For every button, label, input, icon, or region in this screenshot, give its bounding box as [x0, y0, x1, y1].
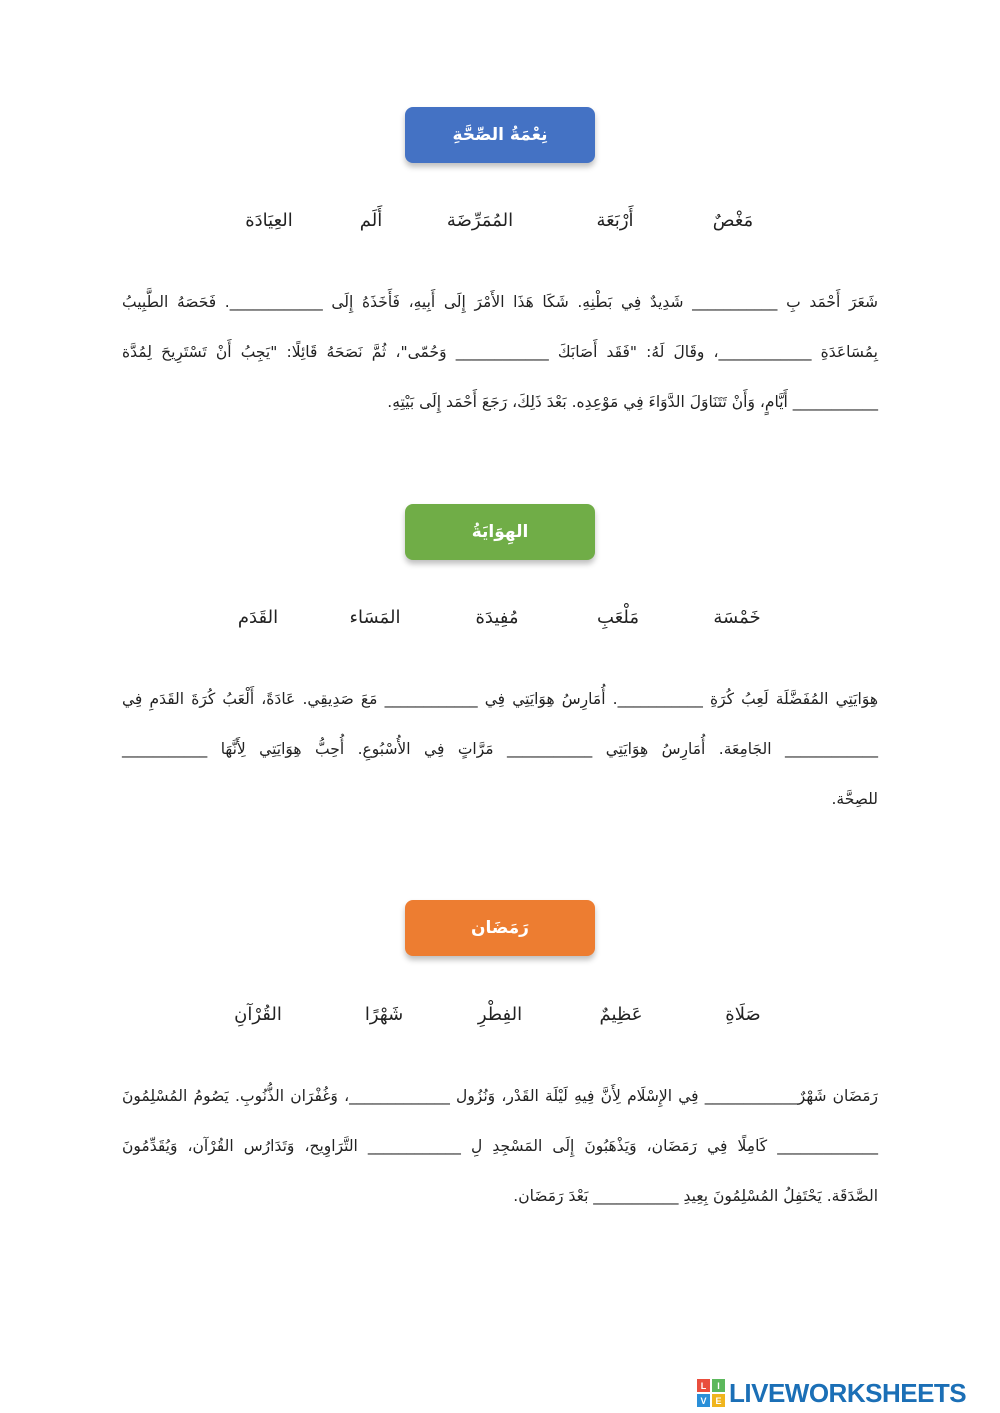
logo-cell: L: [697, 1379, 710, 1392]
word-bank-item[interactable]: القُرْآنِ: [234, 1004, 282, 1025]
section-title-button[interactable]: الهِوَايَةُ: [405, 504, 595, 560]
word-bank-item[interactable]: خَمْسَة: [713, 607, 761, 628]
word-bank-item[interactable]: المُمَرِّضَة: [446, 210, 514, 231]
word-bank-item[interactable]: أَرْبَعَة: [596, 210, 634, 231]
word-bank-item[interactable]: مُفِيدَة: [475, 607, 519, 628]
liveworksheets-logo[interactable]: [697, 1377, 966, 1409]
logo-cell: E: [712, 1394, 725, 1407]
logo-mark-icon: [697, 1379, 725, 1407]
word-bank-item[interactable]: العِيَادَة: [245, 210, 293, 231]
paragraph-line: ___________ أَيَّامٍ، وَأَنْ تَتَنَاوَلَ الدَّوَاءَ فِي مَوْعِدِه. بَعْدَ ذَلِكَ، رَجَعَ أَحْمَد إِلَى بَيْتِهِ.: [387, 393, 878, 411]
paragraph-line: _____________ كَامِلًا فِي رَمَضَان، وَيَذْهَبُونَ إِلَى المَسْجِدِ لِ ____________ التَّرَاوِيح، وَتَدَارُس القُرْآن، وَيُقَدِّمُونَ: [122, 1137, 878, 1155]
paragraph-line: بِمُسَاعَدَةِ ____________، وقَالَ لَهُ: "فَقَد أَصَابَكَ ____________ وَحُمّى"، ثُمَّ نَصَحَهُ قَائِلًا: "يَجِبُ أَنْ تَسْتَرِيحَ لِمُدَّة: [122, 343, 878, 361]
word-bank-item[interactable]: شَهْرًا: [364, 1004, 404, 1025]
paragraph-line: شَعَرَ أَحْمَد بِ ___________ شَدِيدٌ فِي بَطْنِهِ. شَكَا هَذَا الأَمْرَ إِلَى أَبِيهِ، فَأَخَذَهُ إِلَى ____________. فَحَصَهُ الطَّبِيبُ: [122, 293, 878, 311]
section-title-button[interactable]: رَمَضَان: [405, 900, 595, 956]
paragraph-line: هِوَايَتِي المُفَضَّلَة لَعِبُ كُرَةِ ___________. أُمَارِسُ هِوَايَتِي فِي ____________ مَعَ صَدِيقِي. عَادَةً، أَلْعَبُ كُرَةَ القَدَمِ فِي: [122, 690, 878, 708]
word-bank-item[interactable]: الفِطْرِ: [477, 1004, 523, 1025]
word-bank-item[interactable]: أَلَم: [359, 210, 383, 231]
paragraph-line: رَمَضَان شَهْرٌ____________ فِي الإِسْلَام لِأَنَّ فِيهِ لَيْلَة القَدْر، وَنُزُول _____________، وَغُفْرَان الذُّنُوبِ. يَصُومُ المُسْلِمُونَ: [122, 1087, 878, 1105]
logo-cell: V: [697, 1394, 710, 1407]
word-bank-item[interactable]: عَظِيمٌ: [599, 1004, 643, 1025]
paragraph-line: ____________ الجَامِعَة. أُمَارِسُ هِوَايَتِي ___________ مَرَّاتٍ فِي الأُسْبُوعِ. أُحِبُّ هِوَايَتِي لِأَنَّهَا ___________: [122, 740, 878, 758]
word-bank-item[interactable]: القَدَم: [237, 607, 279, 628]
word-bank-item[interactable]: صَلَاةِ: [725, 1004, 761, 1025]
logo-cell: I: [712, 1379, 725, 1392]
word-bank-item[interactable]: المَسَاء: [349, 607, 401, 628]
word-bank-item[interactable]: مَلْعَبِ: [597, 607, 639, 628]
paragraph-line: الصَّدَقَة. يَحْتَفِلُ المُسْلِمُونَ بِعِيدِ ___________ بَعْدَ رَمَضَان.: [513, 1187, 878, 1205]
paragraph-line: للصِحَّة.: [831, 790, 878, 808]
logo-text: LIVEWORKSHEETS: [729, 1377, 967, 1408]
section-title-button[interactable]: نِعْمَةُ الصِّحَّةِ: [405, 107, 595, 163]
word-bank-item[interactable]: مَغْصٌ: [712, 210, 754, 231]
